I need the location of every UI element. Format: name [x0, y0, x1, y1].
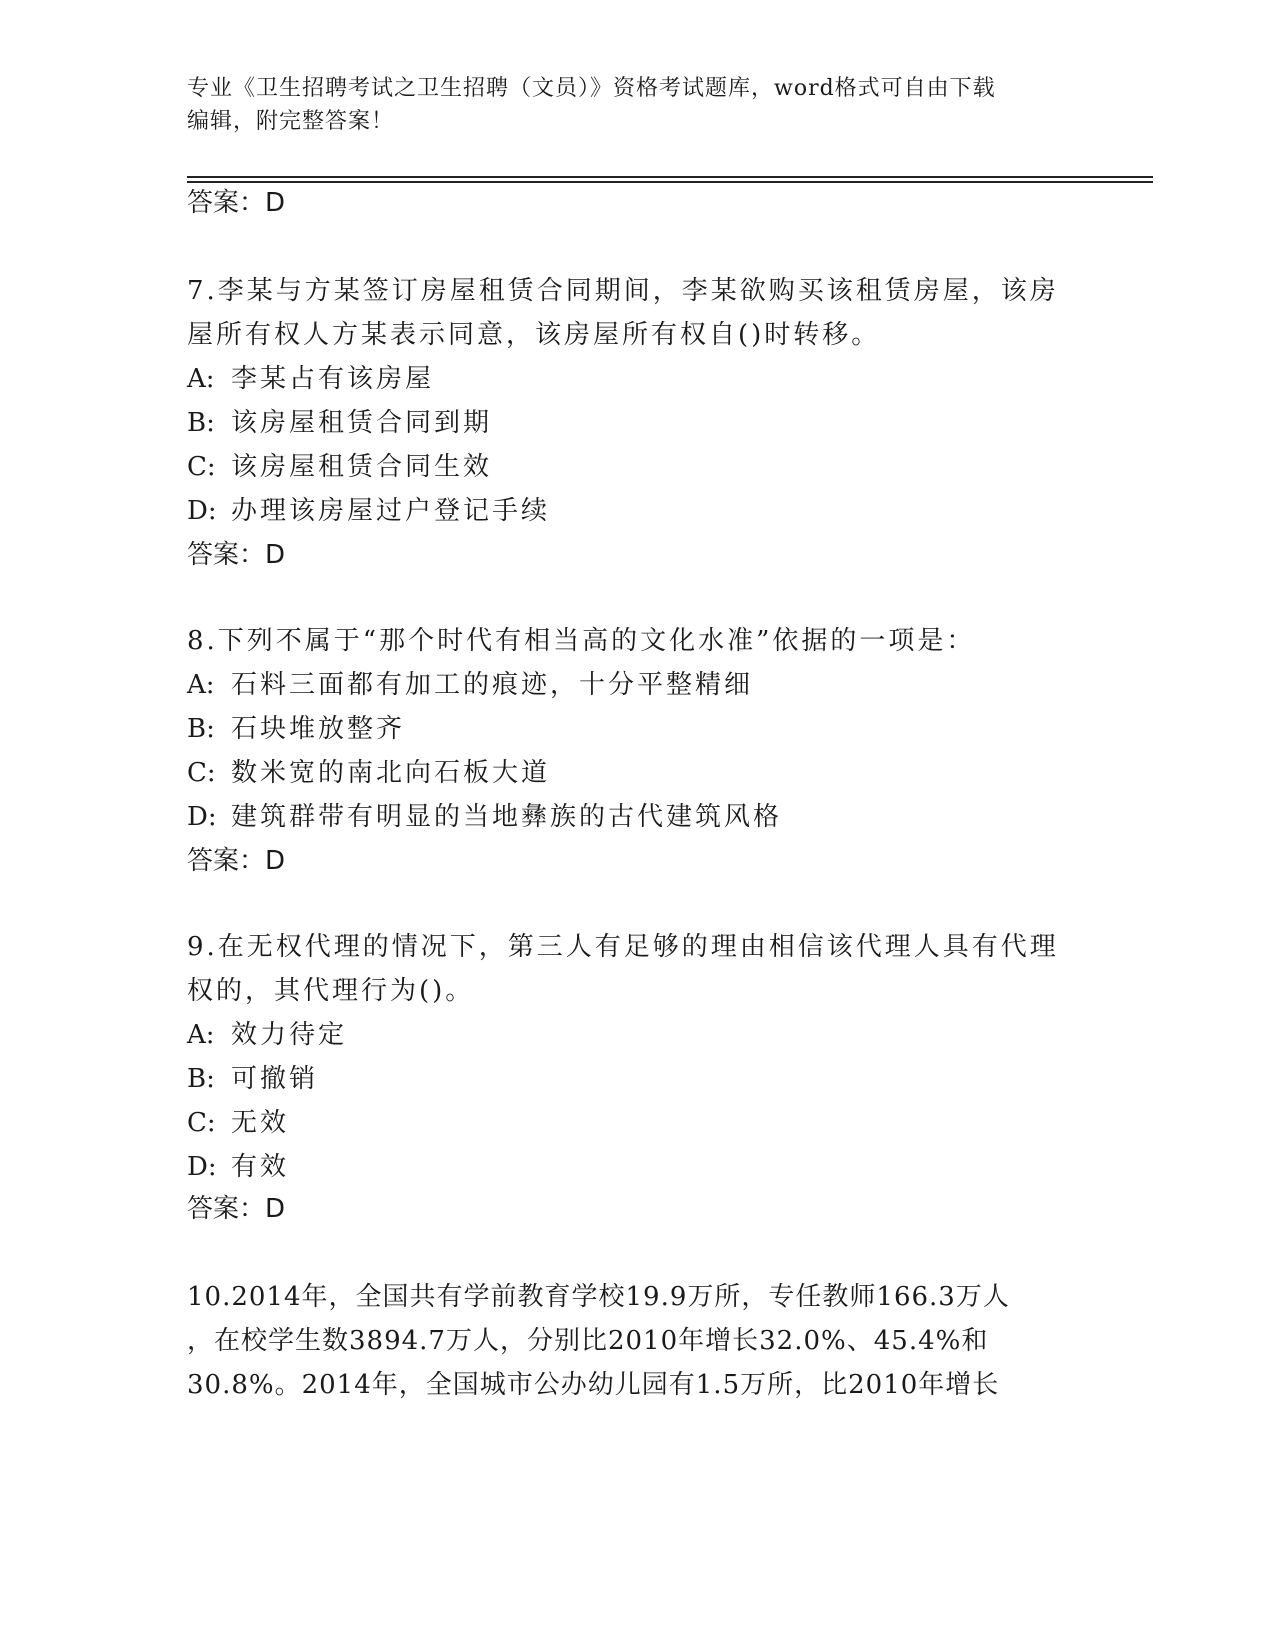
question-7-option-a [187, 362, 434, 396]
question-7-line-1: 7.李某与方某签订房屋租赁合同期间，李某欲购买该租赁房屋，该房 [187, 276, 1059, 306]
question-9-option-d [187, 1150, 289, 1184]
document-header [187, 72, 1087, 138]
header-rule-top [187, 176, 1153, 178]
option-text: 石料三面都有加工的痕迹，十分平整精细 [231, 670, 754, 700]
question-8-line-1: 8.下列不属于“那个时代有相当高的文化水准”依据的一项是： [187, 626, 976, 656]
option-letter: D: [187, 496, 217, 526]
option-text: 建筑群带有明显的当地彝族的古代建筑风格 [231, 802, 783, 832]
question-7-line-2: 屋所有权人方某表示同意，该房屋所有权自()时转移。 [187, 320, 881, 350]
question-9-option-c [187, 1106, 289, 1140]
option-letter: C: [187, 758, 216, 788]
option-text: 石块堆放整齐 [231, 714, 406, 744]
answer-previous: 答案：D [187, 188, 286, 218]
question-8-option-c [187, 756, 550, 790]
option-text: 可撤销 [231, 1064, 319, 1094]
option-letter: B: [187, 714, 215, 744]
header-rule-bottom [187, 181, 1153, 183]
question-9-line-1: 9.在无权代理的情况下，第三人有足够的理由相信该代理人具有代理 [187, 932, 1059, 962]
option-text: 该房屋租赁合同到期 [231, 408, 493, 438]
option-letter: A: [187, 364, 215, 394]
question-10-line-3: 30.8%。2014年，全国城市公办幼儿园有1.5万所，比2010年增长 [187, 1370, 1000, 1400]
option-letter: D: [187, 802, 217, 832]
option-text: 办理该房屋过户登记手续 [231, 496, 551, 526]
option-letter: A: [187, 1020, 215, 1050]
question-9-answer: 答案：D [187, 1194, 286, 1224]
question-8-option-a [187, 668, 753, 702]
option-text: 数米宽的南北向石板大道 [231, 758, 551, 788]
option-letter: B: [187, 1064, 215, 1094]
option-text: 该房屋租赁合同生效 [231, 452, 493, 482]
question-8-option-b [187, 712, 405, 746]
question-10-line-2: ，在校学生数3894.7万人，分别比2010年增长32.0%、45.4%和 [187, 1326, 989, 1356]
option-text: 有效 [231, 1152, 290, 1182]
question-9-option-b [187, 1062, 318, 1096]
question-7-option-c [187, 450, 492, 484]
question-9-line-2: 权的，其代理行为()。 [187, 976, 475, 1006]
option-text: 李某占有该房屋 [231, 364, 435, 394]
option-letter: B: [187, 408, 215, 438]
option-letter: C: [187, 1108, 216, 1138]
question-7-option-d [187, 494, 550, 528]
question-8-answer: 答案：D [187, 846, 286, 876]
question-10-line-1: 10.2014年，全国共有学前教育学校19.9万所，专任教师166.3万人 [187, 1282, 1010, 1312]
option-letter: A: [187, 670, 215, 700]
header-line-1: 专业《卫生招聘考试之卫生招聘（文员）》资格考试题库，word格式可自由下载 [187, 76, 996, 101]
option-letter: D: [187, 1152, 217, 1182]
question-8-option-d [187, 800, 782, 834]
question-7-option-b [187, 406, 492, 440]
option-letter: C: [187, 452, 216, 482]
question-9-option-a [187, 1018, 347, 1052]
question-7-answer: 答案：D [187, 540, 286, 570]
option-text: 无效 [231, 1108, 290, 1138]
option-text: 效力待定 [231, 1020, 348, 1050]
header-line-2: 编辑，附完整答案！ [187, 109, 395, 134]
